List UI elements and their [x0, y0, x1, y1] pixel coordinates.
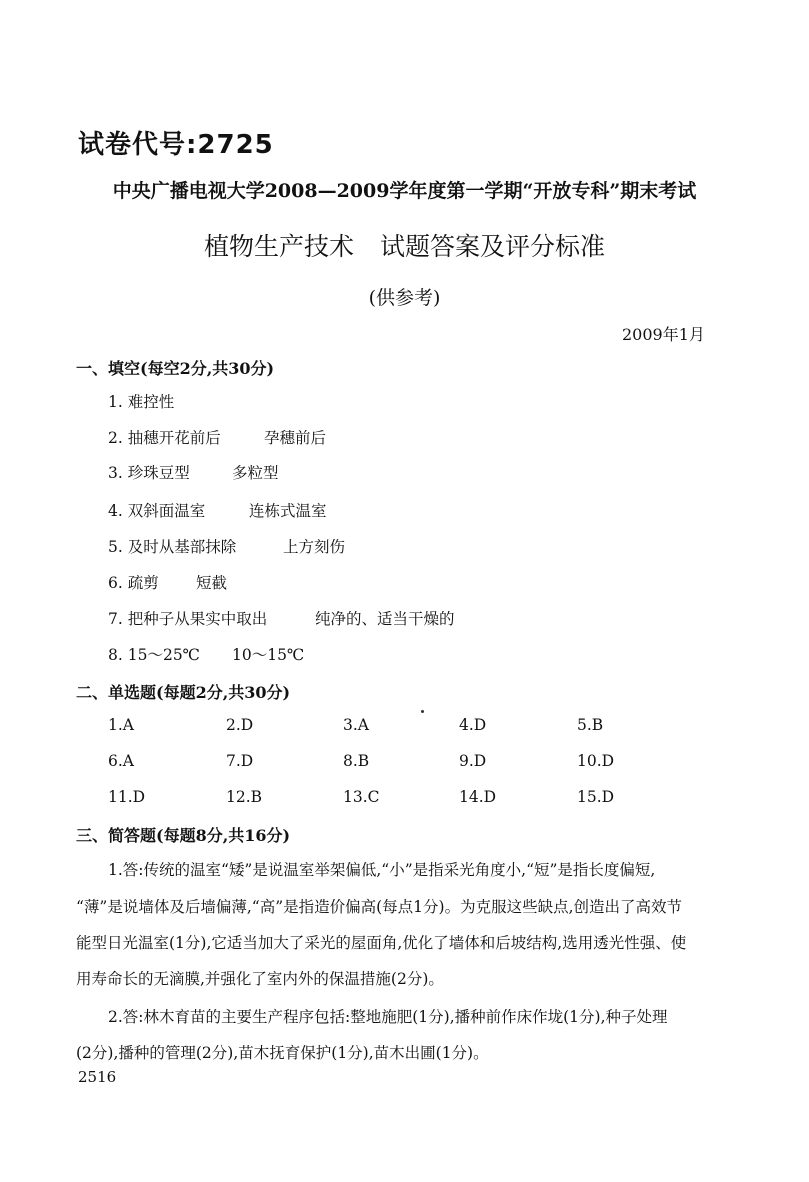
fill-item-answer-b: 纯净的、适当干燥的 — [315, 610, 455, 628]
answer2-line: 2.答:林木育苗的主要生产程序包括:整地施肥(1分),播种前作床作垅(1分),种子处理 — [108, 1008, 668, 1026]
fill-item-1 — [108, 390, 174, 412]
mc-answer: 14.D — [459, 788, 497, 806]
fill-item-5 — [108, 535, 346, 557]
scan-speck — [421, 710, 424, 713]
fill-item-answer-a: 15～25℃ — [127, 646, 201, 664]
fill-item-6 — [108, 571, 228, 593]
fill-item-3 — [108, 461, 279, 483]
answer1-line: 1.答:传统的温室“矮”是说温室举架偏低,“小”是指采光角度小,“短”是指长度偏短, — [108, 861, 656, 879]
fill-item-2 — [108, 426, 327, 448]
fill-item-number: 2. — [108, 429, 123, 447]
answer-key-title: 试题答案及评分标准 — [380, 232, 606, 261]
fill-item-answer-b: 上方刻伤 — [283, 538, 346, 556]
fill-item-number: 3. — [108, 464, 123, 482]
section3-heading: 三、简答题(每题8分,共16分) — [76, 826, 291, 845]
fill-item-answer-b: 多粒型 — [232, 464, 279, 482]
mc-answer: 12.B — [226, 788, 263, 806]
mc-answer: 9.D — [459, 752, 487, 770]
fill-item-number: 7. — [108, 610, 123, 628]
mc-answer: 4.D — [459, 716, 487, 734]
fill-item-number: 5. — [108, 538, 123, 556]
paper-code: 试卷代号:2725 — [78, 130, 274, 160]
mc-answer: 2.D — [226, 716, 254, 734]
mc-answer: 7.D — [226, 752, 254, 770]
answer1-line: 能型日光温室(1分),它适当加大了采光的屋面角,优化了墙体和后坡结构,选用透光性强、使 — [76, 934, 687, 952]
fill-item-answer-a: 双斜面温室 — [127, 502, 206, 520]
fill-item-number: 4. — [108, 502, 123, 520]
fill-item-answer-a: 及时从基部抹除 — [127, 538, 237, 556]
answer1-line: “薄”是说墙体及后墙偏薄,“高”是指造价偏高(每点1分)。为克服这些缺点,创造出了高效节 — [76, 898, 683, 916]
fill-item-number: 8. — [108, 646, 123, 664]
subject-name: 植物生产技术 — [203, 232, 354, 261]
fill-item-answer-a: 把种子从果实中取出 — [127, 610, 268, 628]
fill-item-answer-a: 疏剪 — [127, 574, 159, 592]
mc-answer: 10.D — [577, 752, 615, 770]
answer1-line: 用寿命长的无滴膜,并强化了室内外的保温措施(2分)。 — [76, 970, 444, 988]
mc-answer: 3.A — [343, 716, 369, 734]
mc-answer: 1.A — [108, 716, 134, 734]
fill-item-answer-b: 短截 — [196, 574, 228, 592]
page-number: 2516 — [78, 1068, 117, 1086]
fill-item-8 — [108, 643, 305, 665]
mc-answer: 15.D — [577, 788, 615, 806]
fill-item-answer-b: 连栋式温室 — [249, 502, 327, 520]
mc-answer: 11.D — [108, 788, 146, 806]
fill-item-number: 6. — [108, 574, 123, 592]
reference-note: (供参考) — [368, 287, 441, 309]
exam-title: 中央广播电视大学2008—2009学年度第一学期“开放专科”期末考试 — [112, 180, 697, 202]
fill-item-answer-a: 抽穗开花前后 — [127, 429, 221, 447]
mc-answer: 6.A — [108, 752, 134, 770]
fill-item-4 — [108, 499, 327, 521]
mc-answer: 13.C — [343, 788, 380, 806]
section1-heading: 一、填空(每空2分,共30分) — [76, 359, 275, 378]
fill-item-answer-b: 10～15℃ — [232, 646, 305, 664]
fill-item-answer-a: 难控性 — [127, 393, 175, 411]
fill-item-7 — [108, 607, 455, 629]
fill-item-answer-a: 珍珠豆型 — [127, 464, 190, 482]
fill-item-answer-b: 孕穗前后 — [264, 429, 327, 447]
mc-answer: 5.B — [577, 716, 604, 734]
answer2-line: (2分),播种的管理(2分),苗木抚育保护(1分),苗木出圃(1分)。 — [76, 1044, 489, 1062]
fill-item-number: 1. — [108, 393, 123, 411]
mc-answer: 8.B — [343, 752, 370, 770]
section2-heading: 二、单选题(每题2分,共30分) — [76, 683, 291, 702]
subject-title — [0, 227, 809, 263]
exam-date: 2009年1月 — [622, 325, 705, 344]
